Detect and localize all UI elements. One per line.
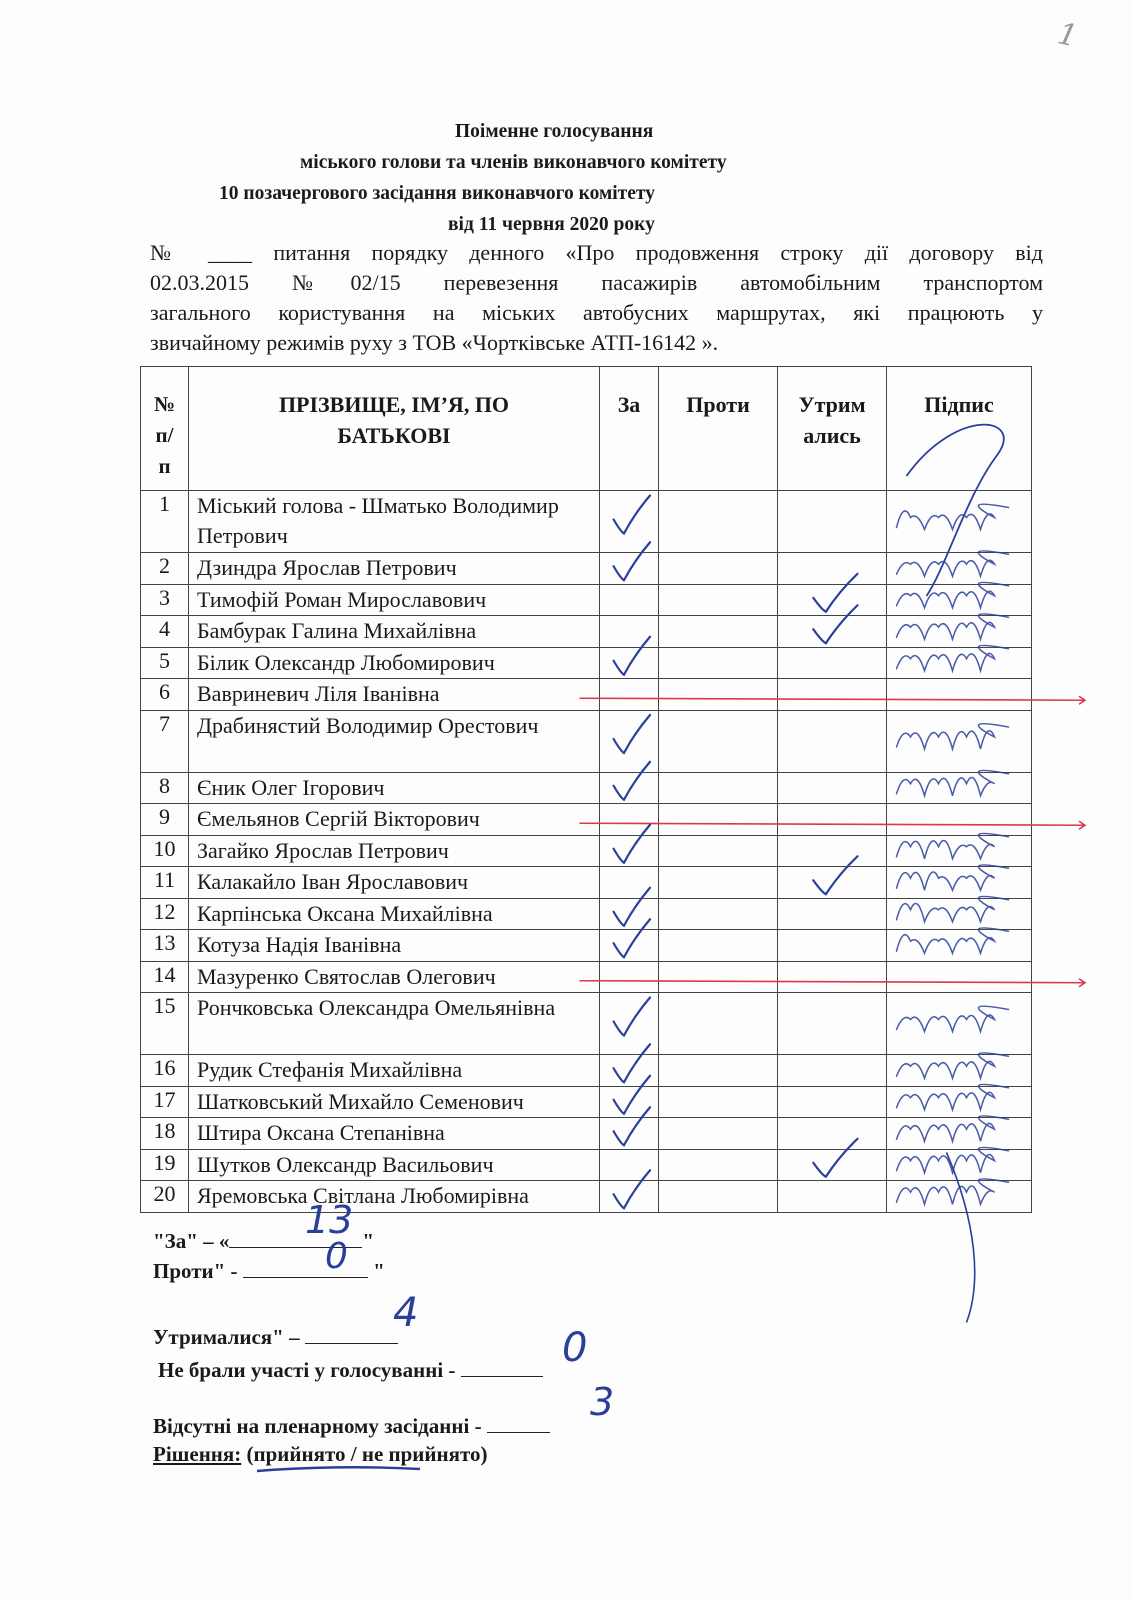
- summary-abstained-label: Утрималися" –: [153, 1325, 305, 1349]
- col-number-label: №: [153, 392, 176, 416]
- vote-for-cell: [600, 1149, 659, 1181]
- row-number: 5: [141, 647, 189, 679]
- page-number: 1: [1054, 16, 1081, 55]
- vote-abstained-cell: [778, 867, 887, 899]
- vote-against-cell: [659, 710, 778, 772]
- summary-absent: [153, 1412, 550, 1439]
- vote-for-cell: [600, 553, 659, 585]
- vote-abstained-cell: [778, 491, 887, 553]
- col-for-header: За: [600, 367, 659, 491]
- row-number: 20: [141, 1181, 189, 1213]
- member-name: Шутков Олександр Васильович: [189, 1149, 600, 1181]
- signature-cell: [887, 898, 1032, 930]
- member-name: Шатковський Михайло Семенович: [189, 1086, 600, 1118]
- decision-separator: /: [345, 1442, 362, 1466]
- table-row: [141, 1118, 1032, 1150]
- signature-cell: [887, 930, 1032, 962]
- vote-abstained-cell: [778, 961, 887, 993]
- signature-cell: [887, 1118, 1032, 1150]
- vote-against-cell: [659, 867, 778, 899]
- member-name: Драбинястий Володимир Орестович: [189, 710, 600, 772]
- row-number: 6: [141, 679, 189, 711]
- header-row: [141, 367, 1032, 491]
- table-row: [141, 961, 1032, 993]
- vote-for-cell: [600, 1181, 659, 1213]
- signature-cell: [887, 1055, 1032, 1087]
- vote-against-cell: [659, 993, 778, 1055]
- row-number: 3: [141, 584, 189, 616]
- vote-against-cell: [659, 1181, 778, 1213]
- signature-cell: [887, 1149, 1032, 1181]
- member-name: Міський голова - Шматько Володимир Петрович: [189, 491, 600, 553]
- table-row: [141, 930, 1032, 962]
- vote-rows: [141, 491, 1032, 1213]
- table-row: [141, 898, 1032, 930]
- title-line-3: 10 позачергового засідання виконавчого комітету: [219, 183, 655, 204]
- col-name-label: БАТЬКОВІ: [337, 423, 451, 448]
- member-name: Дзиндра Ярослав Петрович: [189, 553, 600, 585]
- summary-abstained: [153, 1323, 398, 1350]
- vote-against-cell: [659, 491, 778, 553]
- member-name: Вавриневич Ліля Іванівна: [189, 679, 600, 711]
- row-number: 16: [141, 1055, 189, 1087]
- arrow-head-icon: [1079, 821, 1085, 829]
- row-number: 8: [141, 772, 189, 804]
- table-row: [141, 616, 1032, 648]
- table-row: [141, 1149, 1032, 1181]
- summary-against-value: 0: [325, 1236, 348, 1277]
- vote-against-cell: [659, 1149, 778, 1181]
- vote-abstained-cell: [778, 930, 887, 962]
- summary-not-voted: [158, 1356, 543, 1383]
- vote-table: [140, 366, 1032, 1213]
- title-line-2: міського голови та членів виконавчого комітету: [300, 152, 727, 173]
- vote-for-cell: [600, 1055, 659, 1087]
- vote-abstained-cell: [778, 1055, 887, 1087]
- col-signature-header: Підпис: [887, 367, 1032, 491]
- vote-abstained-cell: [778, 616, 887, 648]
- vote-for-cell: [600, 804, 659, 836]
- agenda-line: загального користування на міських автобусних маршрутах, які працюють у: [150, 300, 1043, 325]
- table-row: [141, 584, 1032, 616]
- member-name: Тимофій Роман Мирославович: [189, 584, 600, 616]
- col-number-header: [141, 367, 189, 491]
- vote-for-cell: [600, 710, 659, 772]
- row-number: 14: [141, 961, 189, 993]
- col-abstained-header: [778, 367, 887, 491]
- vote-against-cell: [659, 1118, 778, 1150]
- table-row: [141, 553, 1032, 585]
- vote-for-cell: [600, 898, 659, 930]
- vote-for-cell: [600, 679, 659, 711]
- member-name: Рончковська Олександра Омельянівна: [189, 993, 600, 1055]
- vote-for-cell: [600, 647, 659, 679]
- vote-against-cell: [659, 772, 778, 804]
- row-number: 17: [141, 1086, 189, 1118]
- decision-rejected: не прийнято): [361, 1442, 488, 1466]
- agenda-line: № ____ питання порядку денного «Про продовження строку дії договору від: [150, 240, 1043, 265]
- agenda-line: звичайному режимів руху з ТОВ «Чортківське АТП-16142 ».: [150, 330, 719, 355]
- col-number-label: п: [158, 454, 171, 478]
- signature-cell: [887, 961, 1032, 993]
- col-number-label: п/: [155, 423, 174, 447]
- member-name: Загайко Ярослав Петрович: [189, 835, 600, 867]
- vote-against-cell: [659, 835, 778, 867]
- summary-not-voted-blank: [461, 1356, 543, 1377]
- member-name: Рудик Стефанія Михайлівна: [189, 1055, 600, 1087]
- row-number: 19: [141, 1149, 189, 1181]
- signature-cell: [887, 679, 1032, 711]
- vote-for-cell: [600, 616, 659, 648]
- row-number: 18: [141, 1118, 189, 1150]
- col-abstained-label: ались: [803, 423, 861, 448]
- vote-abstained-cell: [778, 898, 887, 930]
- summary-not-voted-label: Не брали участі у голосуванні -: [158, 1358, 461, 1382]
- vote-for-cell: [600, 961, 659, 993]
- decision-label: Рішення:: [153, 1442, 242, 1466]
- member-name: Яремовська Світлана Любомирівна: [189, 1181, 600, 1213]
- signature-cell: [887, 772, 1032, 804]
- col-abstained-label: Утрим: [798, 392, 866, 417]
- signature-cell: [887, 553, 1032, 585]
- signature-cell: [887, 710, 1032, 772]
- agenda-line: 02.03.2015 №02/15 перевезення пасажирів автомобільним транспортом: [150, 270, 1043, 295]
- table-row: [141, 647, 1032, 679]
- member-name: Штира Оксана Степанівна: [189, 1118, 600, 1150]
- vote-against-cell: [659, 679, 778, 711]
- arrow-head-icon: [1079, 979, 1085, 987]
- arrow-head-icon: [1079, 696, 1085, 704]
- title-line-1: Поіменне голосування: [455, 121, 654, 142]
- vote-against-cell: [659, 553, 778, 585]
- vote-abstained-cell: [778, 804, 887, 836]
- vote-for-cell: [600, 584, 659, 616]
- agenda-item: [150, 238, 1043, 358]
- vote-against-cell: [659, 616, 778, 648]
- summary-for-value: 13: [305, 1198, 354, 1242]
- vote-for-cell: [600, 867, 659, 899]
- table-row: [141, 710, 1032, 772]
- vote-against-cell: [659, 647, 778, 679]
- vote-abstained-cell: [778, 993, 887, 1055]
- member-name: Мазуренко Святослав Олегович: [189, 961, 600, 993]
- member-name: Котуза Надія Іванівна: [189, 930, 600, 962]
- table-row: [141, 867, 1032, 899]
- table-row: [141, 1181, 1032, 1213]
- vote-abstained-cell: [778, 1149, 887, 1181]
- row-number: 9: [141, 804, 189, 836]
- summary-absent-label: Відсутні на пленарному засіданні -: [153, 1414, 487, 1438]
- summary-absent-blank: [487, 1412, 550, 1433]
- vote-abstained-cell: [778, 584, 887, 616]
- summary-against-label-end: ": [367, 1259, 385, 1283]
- summary-against-blank: [243, 1257, 368, 1278]
- vote-for-cell: [600, 1118, 659, 1150]
- row-number: 7: [141, 710, 189, 772]
- signature-cell: [887, 835, 1032, 867]
- decision-underline-mark: [255, 1462, 425, 1478]
- table-row: [141, 491, 1032, 553]
- vote-against-cell: [659, 898, 778, 930]
- member-name: Білик Олександр Любомирович: [189, 647, 600, 679]
- table-row: [141, 835, 1032, 867]
- vote-against-cell: [659, 584, 778, 616]
- row-number: 1: [141, 491, 189, 553]
- signature-cell: [887, 491, 1032, 553]
- row-number: 13: [141, 930, 189, 962]
- summary-abstained-blank: [305, 1323, 398, 1344]
- signature-cell: [887, 647, 1032, 679]
- vote-abstained-cell: [778, 1181, 887, 1213]
- table-row: [141, 679, 1032, 711]
- vote-for-cell: [600, 1086, 659, 1118]
- vote-against-cell: [659, 1086, 778, 1118]
- vote-against-cell: [659, 930, 778, 962]
- signature-cell: [887, 993, 1032, 1055]
- table-row: [141, 1055, 1032, 1087]
- summary-not-voted-value: 0: [562, 1325, 588, 1371]
- col-name-header: [189, 367, 600, 491]
- vote-abstained-cell: [778, 553, 887, 585]
- summary-against: [153, 1257, 385, 1284]
- signature-cell: [887, 867, 1032, 899]
- summary-absent-value: 3: [590, 1380, 615, 1424]
- summary-for-label-end: ": [362, 1229, 375, 1253]
- vote-abstained-cell: [778, 710, 887, 772]
- signature-cell: [887, 804, 1032, 836]
- vote-abstained-cell: [778, 1086, 887, 1118]
- col-against-header: Проти: [659, 367, 778, 491]
- vote-abstained-cell: [778, 647, 887, 679]
- row-number: 12: [141, 898, 189, 930]
- col-name-label: ПРІЗВИЩЕ, ІМ’Я, ПО: [278, 392, 510, 417]
- decision-accepted: (прийнято: [246, 1442, 346, 1466]
- vote-against-cell: [659, 804, 778, 836]
- vote-for-cell: [600, 993, 659, 1055]
- row-number: 11: [141, 867, 189, 899]
- signature-cell: [887, 584, 1032, 616]
- member-name: Бамбурак Галина Михайлівна: [189, 616, 600, 648]
- summary-for-label: "За" – «: [153, 1229, 230, 1253]
- vote-abstained-cell: [778, 772, 887, 804]
- vote-against-cell: [659, 1055, 778, 1087]
- signature-cell: [887, 1181, 1032, 1213]
- title-line-4: від 11 червня 2020 року: [448, 214, 655, 235]
- member-name: Карпінська Оксана Михайлівна: [189, 898, 600, 930]
- row-number: 2: [141, 553, 189, 585]
- vote-for-cell: [600, 772, 659, 804]
- vote-for-cell: [600, 491, 659, 553]
- vote-abstained-cell: [778, 1118, 887, 1150]
- row-number: 15: [141, 993, 189, 1055]
- vote-abstained-cell: [778, 835, 887, 867]
- table-row: [141, 993, 1032, 1055]
- row-number: 4: [141, 616, 189, 648]
- table-row: [141, 804, 1032, 836]
- table-row: [141, 772, 1032, 804]
- vote-abstained-cell: [778, 679, 887, 711]
- signature-cell: [887, 1086, 1032, 1118]
- summary-abstained-value: 4: [393, 1290, 419, 1336]
- summary-against-label: Проти" -: [153, 1259, 243, 1283]
- member-name: Калакайло Іван Ярославович: [189, 867, 600, 899]
- vote-for-cell: [600, 835, 659, 867]
- signature-cell: [887, 616, 1032, 648]
- row-number: 10: [141, 835, 189, 867]
- member-name: Ємельянов Сергій Вікторович: [189, 804, 600, 836]
- member-name: Єник Олег Ігорович: [189, 772, 600, 804]
- vote-for-cell: [600, 930, 659, 962]
- vote-against-cell: [659, 961, 778, 993]
- table-row: [141, 1086, 1032, 1118]
